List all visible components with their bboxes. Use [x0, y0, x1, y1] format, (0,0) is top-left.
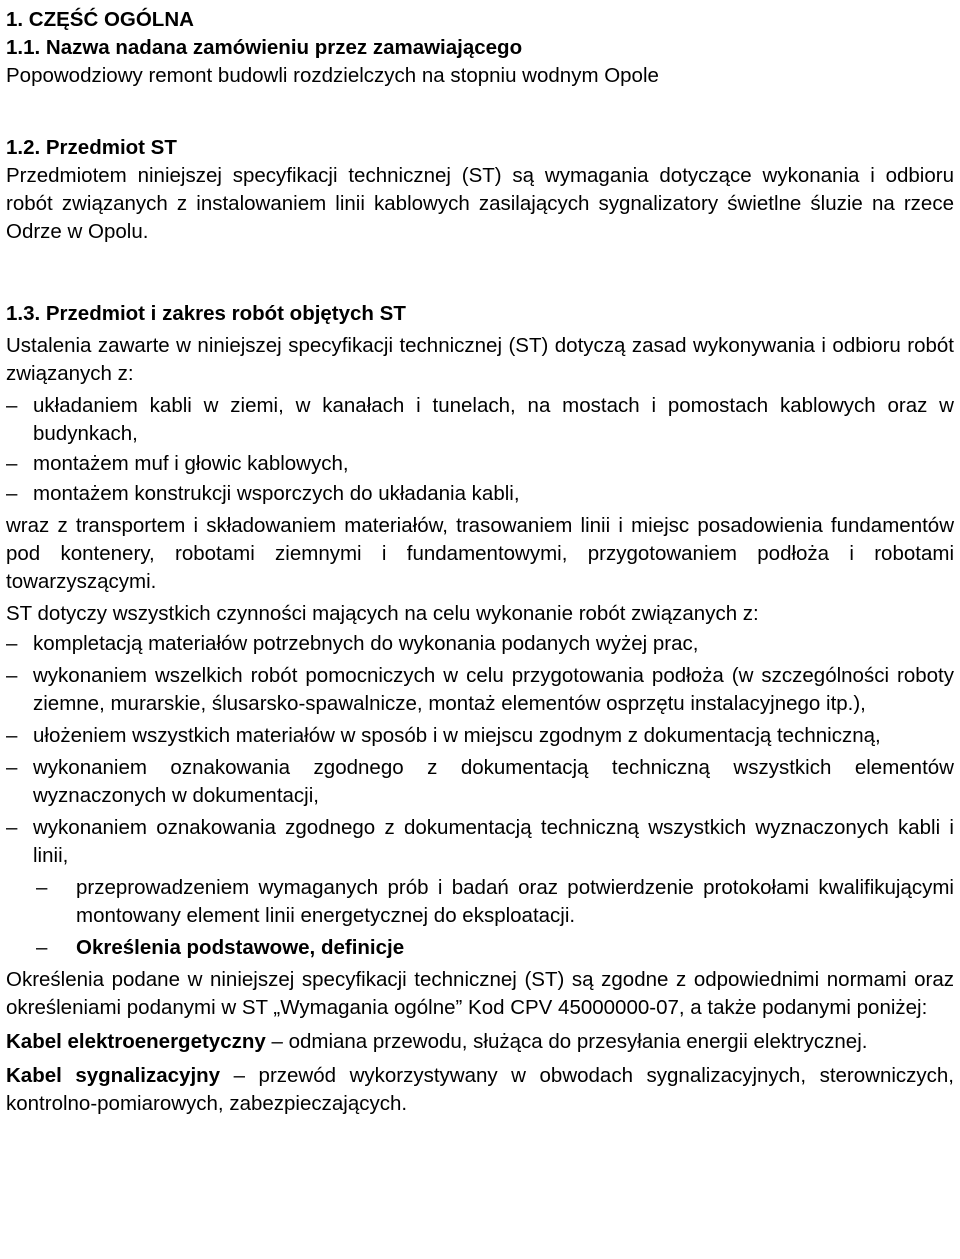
- section-1-1-text: Popowodziowy remont budowli rozdzielczych na stopniu wodnym Opole: [6, 64, 659, 87]
- definition-item: [6, 1062, 954, 1118]
- list-item: [6, 722, 954, 750]
- list-item-text: montażem konstrukcji wsporczych do układania kabli,: [33, 482, 520, 505]
- list-item-text: ułożeniem wszystkich materiałów w sposób i w miejscu zgodnym z dokumentacją techniczną,: [33, 724, 881, 747]
- definition-text: – odmiana przewodu, służąca do przesyłania energii elektrycznej.: [265, 1030, 868, 1053]
- definition-item: [6, 1028, 954, 1056]
- list-item-text: układaniem kabli w ziemi, w kanałach i tunelach, na mostach i pomostach kablowych oraz w budynkach,: [33, 394, 954, 445]
- dash-bullet: –: [36, 936, 48, 959]
- list-item-text: montażem muf i głowic kablowych,: [33, 452, 349, 475]
- section-1-2-heading: 1.2. Przedmiot ST: [6, 136, 177, 159]
- section-1-heading: 1. CZĘŚĆ OGÓLNA: [6, 8, 194, 31]
- dash-bullet: –: [6, 756, 18, 779]
- list-item: [6, 754, 954, 810]
- section-1-3-para2: wraz z transportem i składowaniem materiałów, trasowaniem linii i miejsc posadowienia fundamentów pod kontenery, robotami ziemnymi i fundamentowymi, przygotowaniem podłoża i robotami towarzyszącymi.: [6, 514, 954, 593]
- list-item: [6, 814, 954, 870]
- section-1-4-text: Określenia podane w niniejszej specyfikacji technicznej (ST) są zgodne z odpowiednimi normami oraz określeniami podanymi w ST „Wymagania ogólne” Kod CPV 45000000-07, a także podanymi poniżej:: [6, 968, 954, 1019]
- section-1-3-para3: ST dotyczy wszystkich czynności mających na celu wykonanie robót związanych z:: [6, 602, 759, 625]
- list-item-text: przeprowadzeniem wymaganych prób i badań oraz potwierdzenie protokołami kwalifikującymi montowany element linii energetycznej do eksploatacji.: [76, 876, 954, 927]
- list-item: [6, 392, 954, 448]
- spacer: [6, 90, 954, 138]
- section-1-1-heading: 1.1. Nazwa nadana zamówieniu przez zamawiającego: [6, 36, 523, 59]
- dash-bullet: –: [6, 482, 18, 505]
- section-1-3-intro: Ustalenia zawarte w niniejszej specyfikacji technicznej (ST) dotyczą zasad wykonywania i odbioru robót związanych z:: [6, 334, 954, 385]
- dash-bullet: –: [6, 452, 18, 475]
- list-item-text: wykonaniem oznakowania zgodnego z dokumentacją techniczną wszystkich wyznaczonych kabli i linii,: [33, 816, 954, 867]
- dash-bullet: –: [6, 816, 18, 839]
- dash-bullet: –: [6, 632, 18, 655]
- definition-term: Kabel sygnalizacyjny: [6, 1064, 221, 1087]
- list-item: [6, 662, 954, 718]
- dash-bullet: –: [6, 394, 18, 417]
- definition-term: Kabel elektroenergetyczny: [6, 1030, 266, 1053]
- definition-text: – przewód wykorzystywany w obwodach sygnalizacyjnych, sterowniczych, kontrolno-pomiarowych, zabezpieczających.: [6, 1064, 954, 1115]
- list-item-text: wykonaniem wszelkich robót pomocniczych w celu przygotowania podłoża (w szczególności roboty ziemne, murarskie, ślusarsko-spawalnicze, montaż elementów osprzętu instalacyjnego itp.),: [33, 664, 954, 715]
- section-1-2-text: Przedmiotem niniejszej specyfikacji technicznej (ST) są wymagania dotyczące wykonania i odbioru robót związanych z instalowaniem linii kablowych zasilających sygnalizatory świetlne śluzie na rzece Odrze w Opolu.: [6, 164, 954, 243]
- list-item: [6, 874, 954, 930]
- dash-bullet: –: [36, 876, 48, 899]
- dash-bullet: –: [6, 664, 18, 687]
- list-item: [6, 450, 954, 478]
- spacer: [6, 246, 954, 300]
- list-item-text: kompletacją materiałów potrzebnych do wykonania podanych wyżej prac,: [33, 632, 699, 655]
- section-1-3-heading: 1.3. Przedmiot i zakres robót objętych ST: [6, 302, 406, 325]
- list-item-text: wykonaniem oznakowania zgodnego z dokumentacją techniczną wszystkich elementów wyznaczonych w dokumentacji,: [33, 756, 954, 807]
- dash-bullet: –: [6, 724, 18, 747]
- list-item: [6, 630, 954, 658]
- section-1-4-heading-row: [6, 934, 954, 962]
- list-item: [6, 480, 954, 508]
- section-1-4-heading: Określenia podstawowe, definicje: [76, 936, 405, 959]
